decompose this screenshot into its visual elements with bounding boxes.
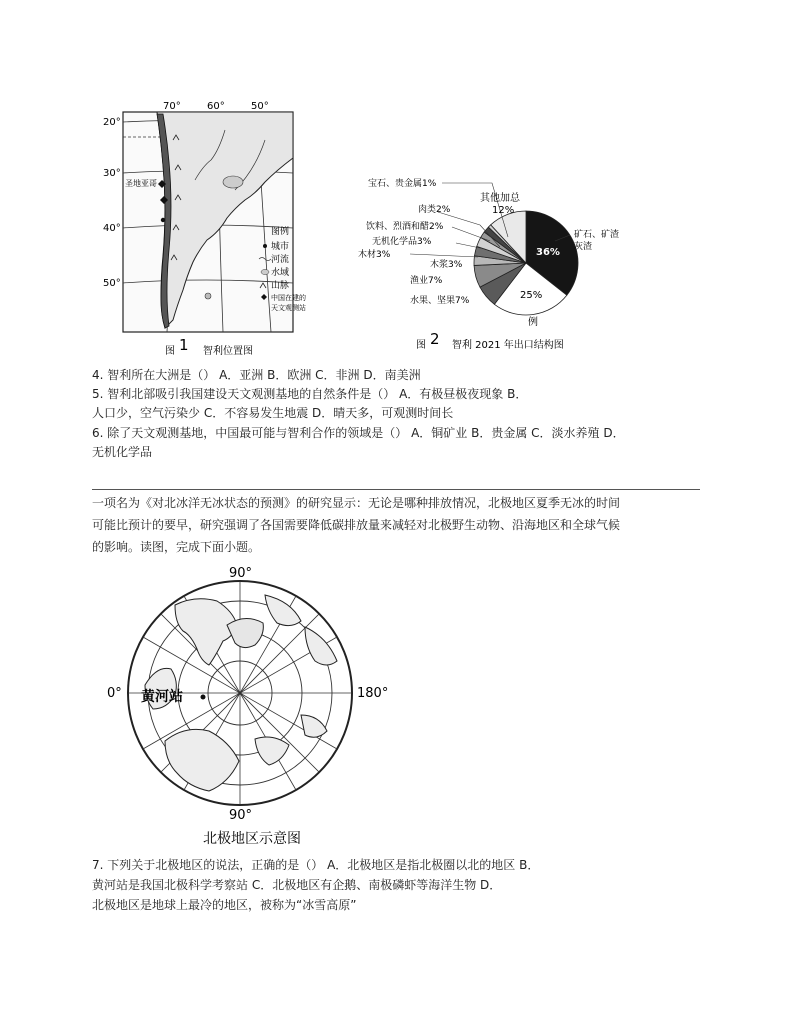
lat-label-20: 20° bbox=[103, 117, 121, 128]
slice-label-inorganic: 无机化学品3% bbox=[372, 237, 432, 247]
passage-line-2: 可能比预计的要早，研究强调了各国需要降低碳排放量来减轻对北极野生动物、沿海地区和全球气候 bbox=[92, 518, 621, 532]
slice-label-pulp: 木浆3% bbox=[430, 260, 463, 270]
question-7-line-3: 北极地区是地球上最冷的地区，被称为“冰雪高原” bbox=[92, 898, 357, 912]
legend-item-river: 河流 bbox=[271, 255, 290, 265]
legend-item-city: 城市 bbox=[271, 242, 290, 252]
passage-line-1: 一项名为《对北冰洋无冰状态的预测》的研究显示：无论是哪种排放情况，北极地区夏季无冰的时间 bbox=[92, 496, 621, 510]
slice-label-fruit: 水果、坚果7% bbox=[410, 296, 470, 306]
slice-label-other-total-value: 12% bbox=[492, 205, 515, 216]
lat-label-50: 50° bbox=[103, 278, 121, 289]
section-divider bbox=[92, 489, 700, 490]
legend-item-water: 水域 bbox=[271, 268, 290, 278]
slice-label-fishery: 渔业7% bbox=[410, 276, 443, 286]
slice-label-beverages: 饮料、烈酒和醋2% bbox=[366, 222, 444, 232]
lon-label-60: 60° bbox=[207, 101, 225, 112]
question-5-line-2: 人口少，空气污染少 C．不容易发生地震 D．晴天多，可观测时间长 bbox=[92, 406, 454, 420]
question-6-line-1: 6. 除了天文观测基地，中国最可能与智利合作的领域是（） A．铜矿业 B．贵金属 C．淡水养殖 D． bbox=[92, 426, 625, 440]
slice-label-ore-2: 灰渣 bbox=[574, 242, 593, 252]
legend-item-station-2: 天文观测站 bbox=[271, 304, 306, 312]
slice-label-timber: 木材3% bbox=[358, 250, 391, 260]
slice-label-ore-value: 36% bbox=[536, 247, 560, 258]
figure2-caption-number: 2 bbox=[430, 330, 440, 348]
slice-label-other-total-name: 其他加总 bbox=[480, 193, 520, 204]
question-7-line-2: 黄河站是我国北极科学考察站 C．北极地区有企鹅、南极磷虾等海洋生物 D． bbox=[92, 878, 502, 892]
passage-line-3: 的影响。读图，完成下面小题。 bbox=[92, 540, 261, 554]
question-6-line-2: 无机化学品 bbox=[92, 445, 153, 459]
figure1-caption-number: 1 bbox=[179, 336, 189, 354]
figure-arctic-map bbox=[105, 565, 395, 855]
slice-label-gems: 宝石、贵金属1% bbox=[368, 179, 437, 189]
station-marker-icon bbox=[201, 695, 206, 700]
legend-title: 图例 bbox=[271, 227, 290, 237]
legend-item-station-1: 中国在建的 bbox=[271, 294, 306, 302]
lon-label-50: 50° bbox=[251, 101, 269, 112]
lat-label-30: 30° bbox=[103, 168, 121, 179]
label-90-top: 90° bbox=[229, 566, 253, 581]
slice-label-others-25: 25% bbox=[520, 290, 543, 301]
label-0: 0° bbox=[107, 686, 122, 701]
figure2-caption-text: 智利 2021 年出口结构图 bbox=[452, 340, 564, 351]
figure1-caption-prefix: 图 bbox=[165, 346, 175, 357]
legend-item-mountain: 山脉 bbox=[271, 281, 290, 291]
figure-chile-location-map bbox=[95, 100, 306, 360]
legend-fragment: 例 bbox=[528, 317, 538, 328]
slice-label-meat: 肉类2% bbox=[418, 205, 451, 215]
lon-label-70: 70° bbox=[163, 101, 181, 112]
label-180: 180° bbox=[357, 686, 389, 701]
place-label-santiago: 圣地亚哥 bbox=[125, 179, 157, 188]
figure1-caption-text: 智利位置图 bbox=[203, 346, 253, 357]
figure3-caption: 北极地区示意图 bbox=[203, 831, 301, 847]
question-7-line-1: 7. 下列关于北极地区的说法，正确的是（） A．北极地区是指北极圈以北的地区 B． bbox=[92, 858, 540, 872]
figure2-caption-prefix: 图 bbox=[416, 340, 426, 351]
city-legend-icon bbox=[263, 244, 267, 248]
question-4: 4. 智利所在大洲是（） A．亚洲 B．欧洲 C．非洲 D．南美洲 bbox=[92, 368, 421, 382]
label-90-bottom: 90° bbox=[229, 808, 253, 823]
station-label: 黄河站 bbox=[141, 689, 183, 705]
slice-label-ore-1: 矿石、矿渣 bbox=[574, 230, 620, 240]
question-5-line-1: 5. 智利北部吸引我国建设天文观测基地的自然条件是（） A．有极昼极夜现象 B． bbox=[92, 387, 528, 401]
water-legend-icon bbox=[261, 270, 269, 275]
lat-label-40: 40° bbox=[103, 223, 121, 234]
figure-chile-export-pie-chart bbox=[330, 165, 620, 355]
